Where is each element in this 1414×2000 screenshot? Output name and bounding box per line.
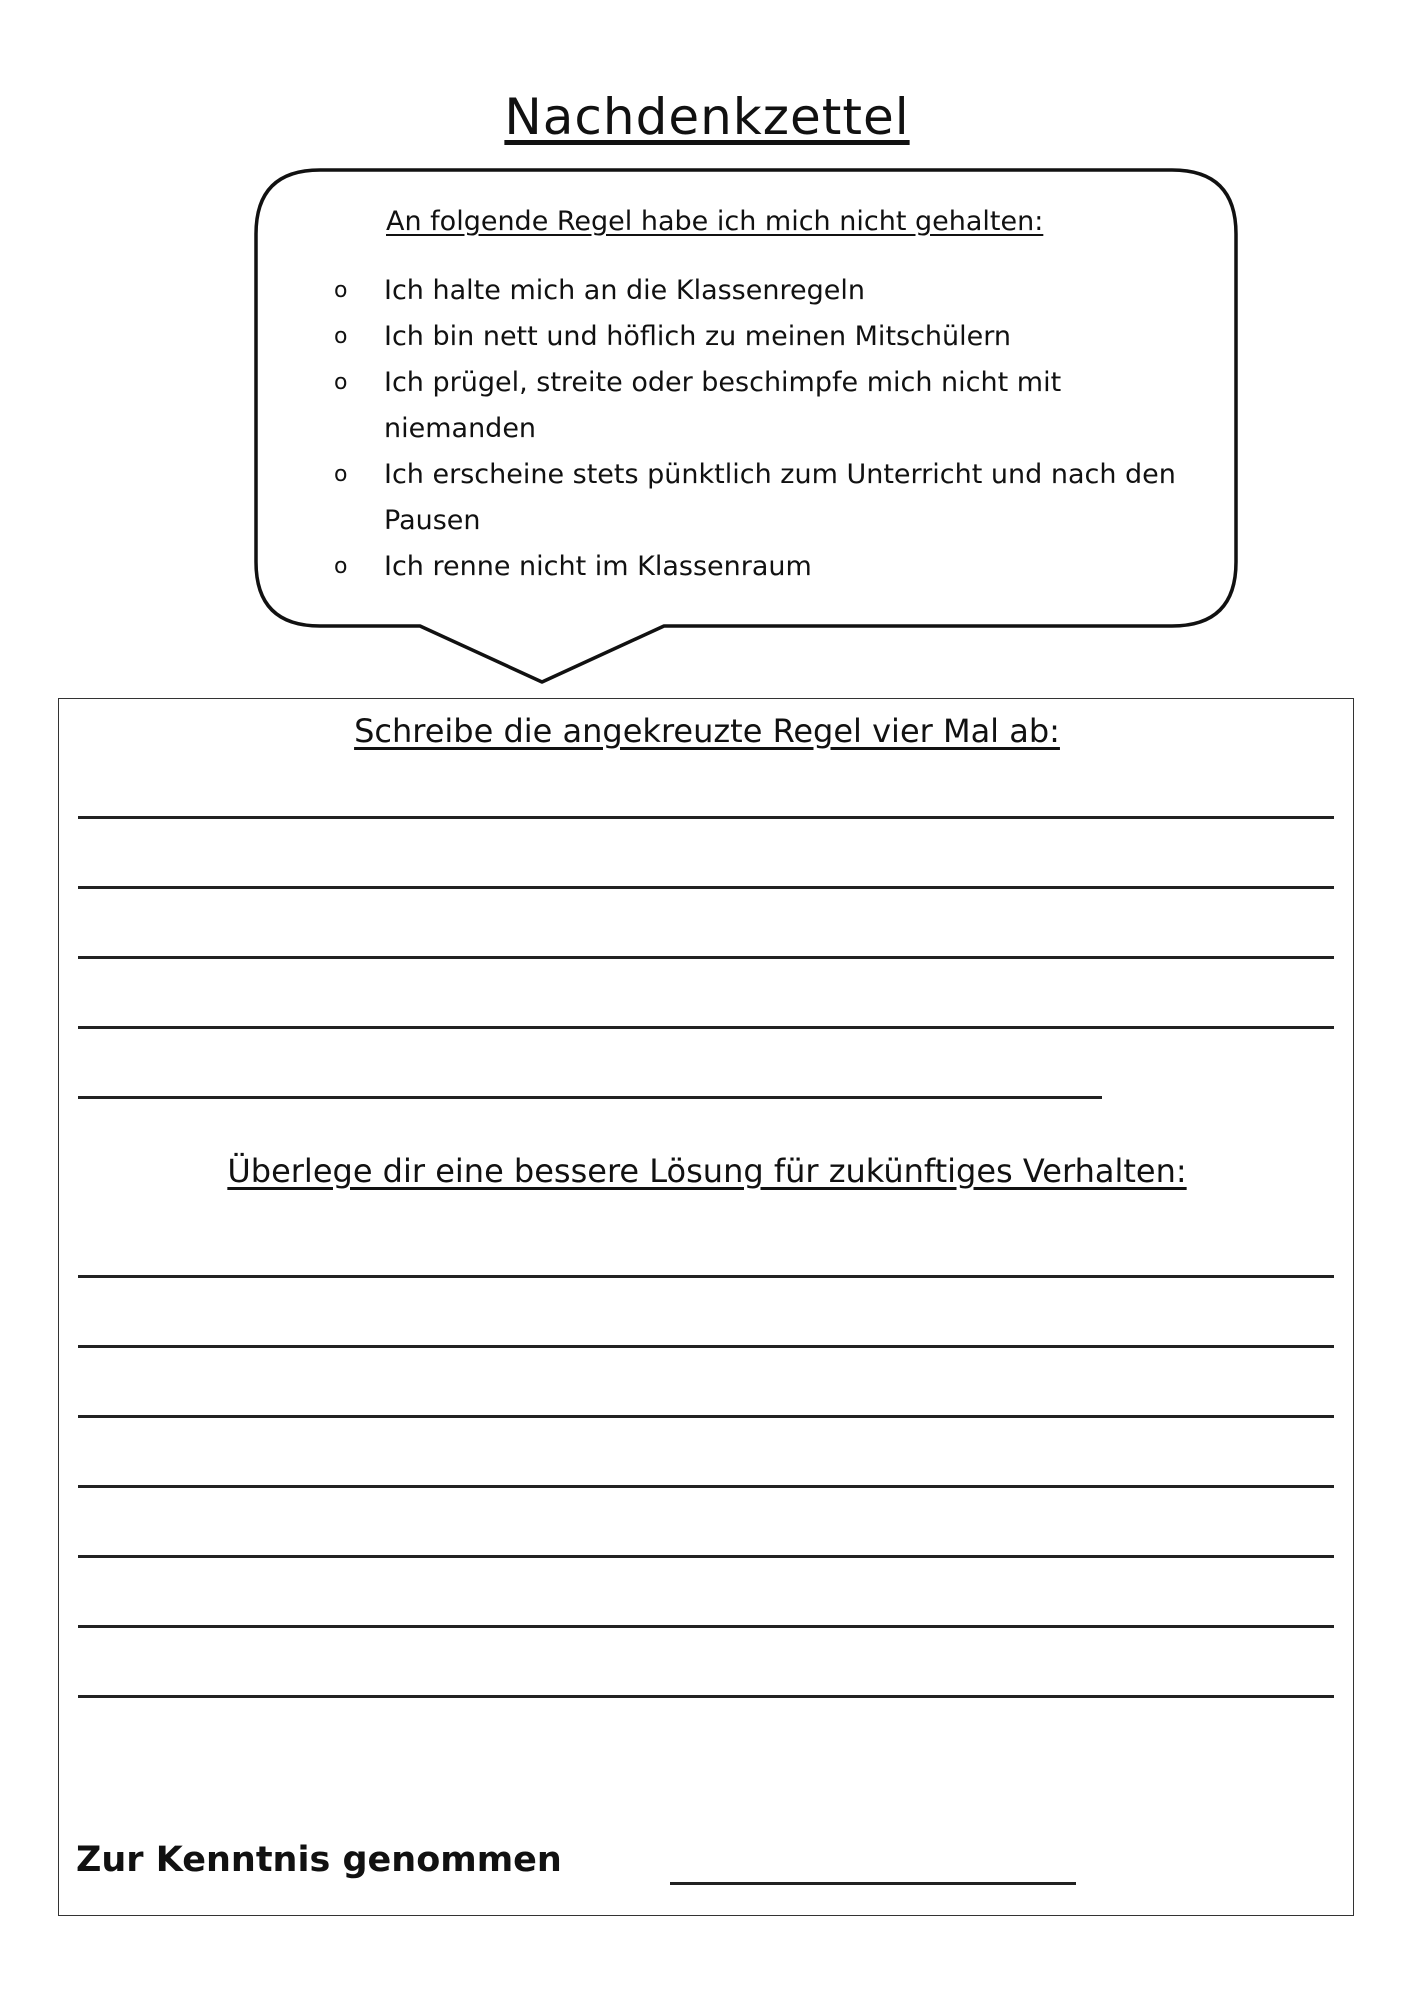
writing-line[interactable] (78, 816, 1334, 819)
writing-line[interactable] (78, 1096, 1102, 1099)
rule-item[interactable] (334, 452, 1194, 544)
writing-line[interactable] (78, 1695, 1334, 1698)
checkbox-circle-icon[interactable]: o (334, 370, 348, 395)
checkbox-circle-icon[interactable]: o (334, 324, 348, 349)
rule-item[interactable] (334, 268, 1194, 314)
writing-line[interactable] (78, 1026, 1334, 1029)
rule-text: Ich prügel, streite oder beschimpfe mich nicht mit niemanden (384, 367, 1062, 444)
writing-line[interactable] (78, 1485, 1334, 1488)
checkbox-circle-icon[interactable]: o (334, 278, 348, 303)
checkbox-circle-icon[interactable]: o (334, 462, 348, 487)
rule-text: Ich erscheine stets pünktlich zum Unterricht und nach den Pausen (384, 459, 1176, 536)
rule-item[interactable] (334, 314, 1194, 360)
rule-list (334, 268, 1194, 590)
checkbox-circle-icon[interactable]: o (334, 554, 348, 579)
work-box (58, 698, 1354, 1916)
rule-text: Ich renne nicht im Klassenraum (384, 551, 812, 582)
writing-line[interactable] (78, 1345, 1334, 1348)
rule-text: Ich halte mich an die Klassenregeln (384, 275, 865, 306)
signature-line[interactable] (670, 1882, 1076, 1885)
rule-item[interactable] (334, 360, 1194, 452)
writing-line[interactable] (78, 1415, 1334, 1418)
acknowledgement-label: Zur Kenntnis genommen (76, 1840, 562, 1880)
page-title: Nachdenkzettel (504, 88, 910, 146)
rule-item[interactable] (334, 544, 1194, 590)
writing-line[interactable] (78, 886, 1334, 889)
writing-line[interactable] (78, 1275, 1334, 1278)
writing-line[interactable] (78, 1555, 1334, 1558)
writing-line[interactable] (78, 1625, 1334, 1628)
rule-text: Ich bin nett und höflich zu meinen Mitschülern (384, 321, 1012, 352)
copy-rule-heading: Schreibe die angekreuzte Regel vier Mal ab: (354, 712, 1060, 750)
writing-line[interactable] (78, 956, 1334, 959)
better-solution-heading: Überlege dir eine bessere Lösung für zukünftiges Verhalten: (227, 1152, 1187, 1190)
bubble-heading: An folgende Regel habe ich mich nicht gehalten: (386, 206, 1044, 237)
